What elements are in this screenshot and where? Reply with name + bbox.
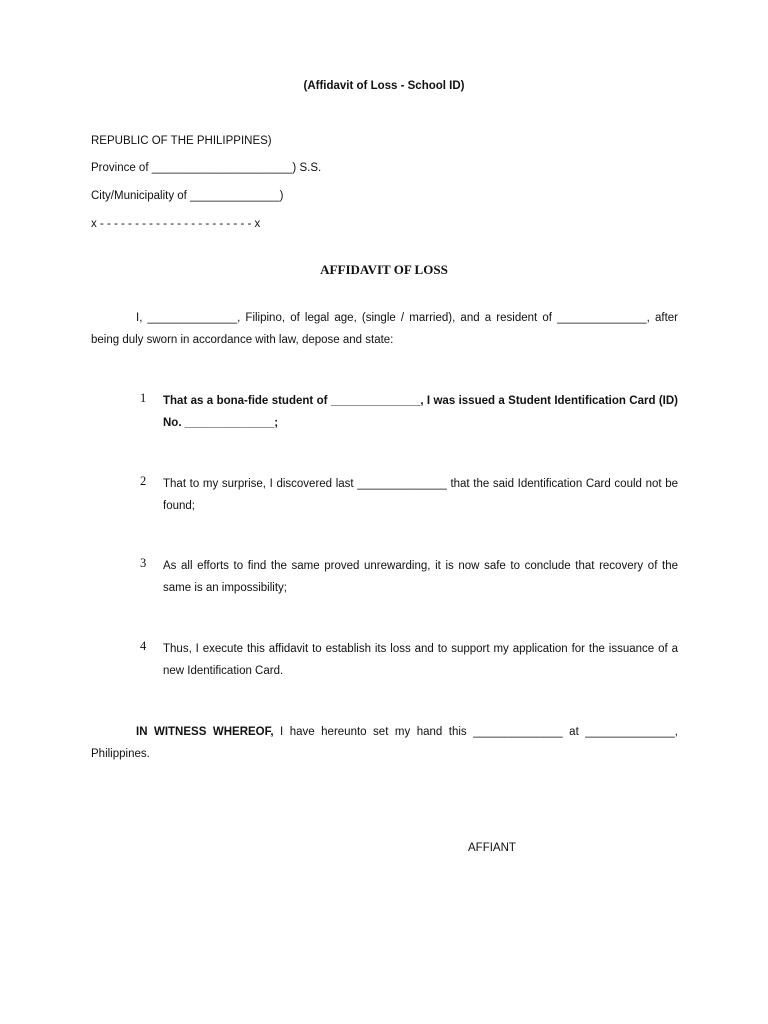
caption-province: Province of ______________________) S.S. <box>91 162 322 174</box>
witness-text: I have hereunto set my hand this ______________ at ______________, Philippines. <box>91 726 678 760</box>
list-item-number: 1 <box>140 391 147 405</box>
list-item-text: That as a bona-fide student of ______________, I was issued a Student Identification Card (ID) No. ______________; <box>163 395 678 429</box>
witness-lead: IN WITNESS WHEREOF, <box>136 726 274 738</box>
list-item-text: As all efforts to find the same proved unrewarding, it is now safe to conclude that recovery of the same is an impossibility; <box>163 560 678 594</box>
affiant-signature-label: AFFIANT <box>468 842 516 854</box>
caption-city: City/Municipality of ______________) <box>91 190 284 202</box>
list-item-number: 3 <box>140 556 147 570</box>
list-item-number: 2 <box>140 474 147 488</box>
caption-republic: REPUBLIC OF THE PHILIPPINES) <box>91 135 272 147</box>
document-title: AFFIDAVIT OF LOSS <box>320 262 448 277</box>
witness-paragraph <box>91 721 678 765</box>
intro-paragraph: I, ______________, Filipino, of legal age, (single / married), and a resident of ______________, after being duly sworn in accordance with law, depose and state: <box>91 312 678 346</box>
list-item-text: Thus, I execute this affidavit to establish its loss and to support my application for the issuance of a new Identification Card. <box>163 643 678 677</box>
caption-separator: x - - - - - - - - - - - - - - - - - - - - - - x <box>91 218 261 230</box>
list-item-number: 4 <box>140 639 147 653</box>
document-subtitle: (Affidavit of Loss - School ID) <box>303 80 465 92</box>
list-item-text: That to my surprise, I discovered last ______________ that the said Identification Card could not be found; <box>163 478 678 512</box>
